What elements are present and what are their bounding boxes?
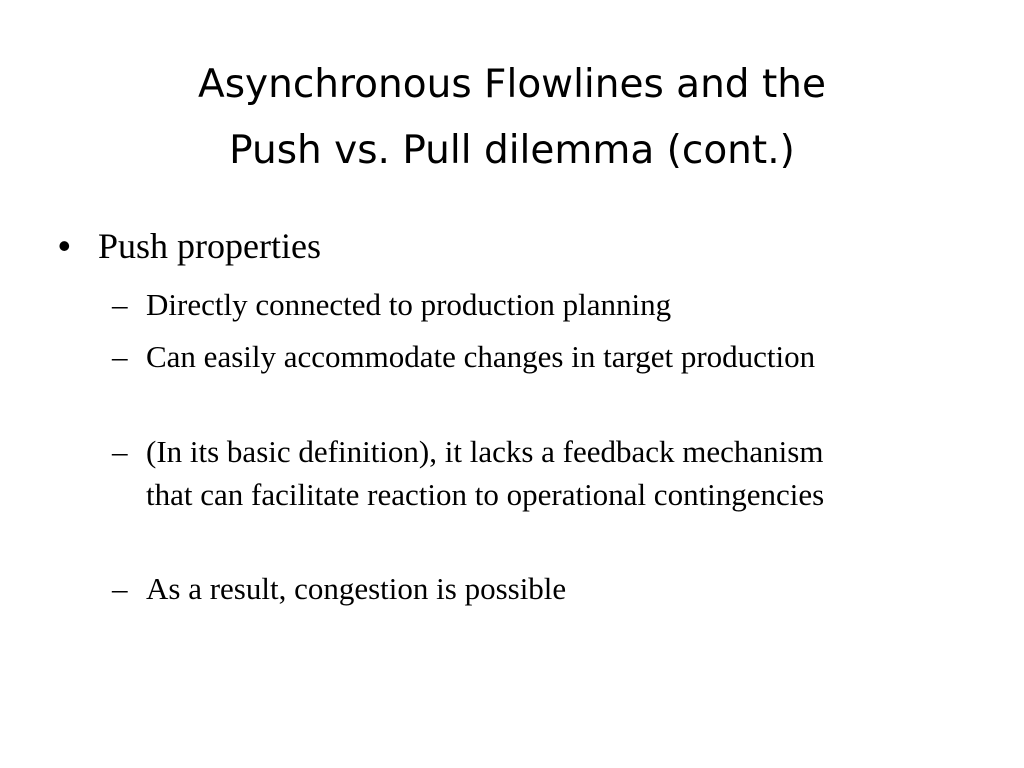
- bullet-text: Push properties: [98, 226, 321, 266]
- sub-bullet-marker: –: [112, 434, 128, 469]
- sub-bullet-target-changes: [112, 335, 866, 378]
- sub-bullet-text: As a result, congestion is possible: [146, 571, 567, 606]
- bullet-marker: •: [58, 225, 71, 266]
- sub-bullet-congestion: [112, 567, 866, 610]
- sub-bullet-text: Can easily accommodate changes in target production: [146, 339, 816, 374]
- bullet-push-properties: [58, 224, 321, 268]
- title-line-1: Asynchronous Flowlines and the: [198, 62, 826, 107]
- sub-bullet-marker: –: [112, 339, 128, 374]
- sub-bullet-text: Directly connected to production planning: [146, 287, 672, 322]
- title-line-2: Push vs. Pull dilemma (cont.): [229, 128, 795, 173]
- sub-bullet-text: (In its basic definition), it lacks a feedback mechanism that can facilitate reaction to operational contingencies: [146, 434, 825, 512]
- sub-bullet-marker: –: [112, 571, 128, 606]
- sub-bullet-feedback-mechanism: [112, 430, 866, 516]
- sub-bullet-production-planning: [112, 283, 866, 326]
- sub-bullet-marker: –: [112, 287, 128, 322]
